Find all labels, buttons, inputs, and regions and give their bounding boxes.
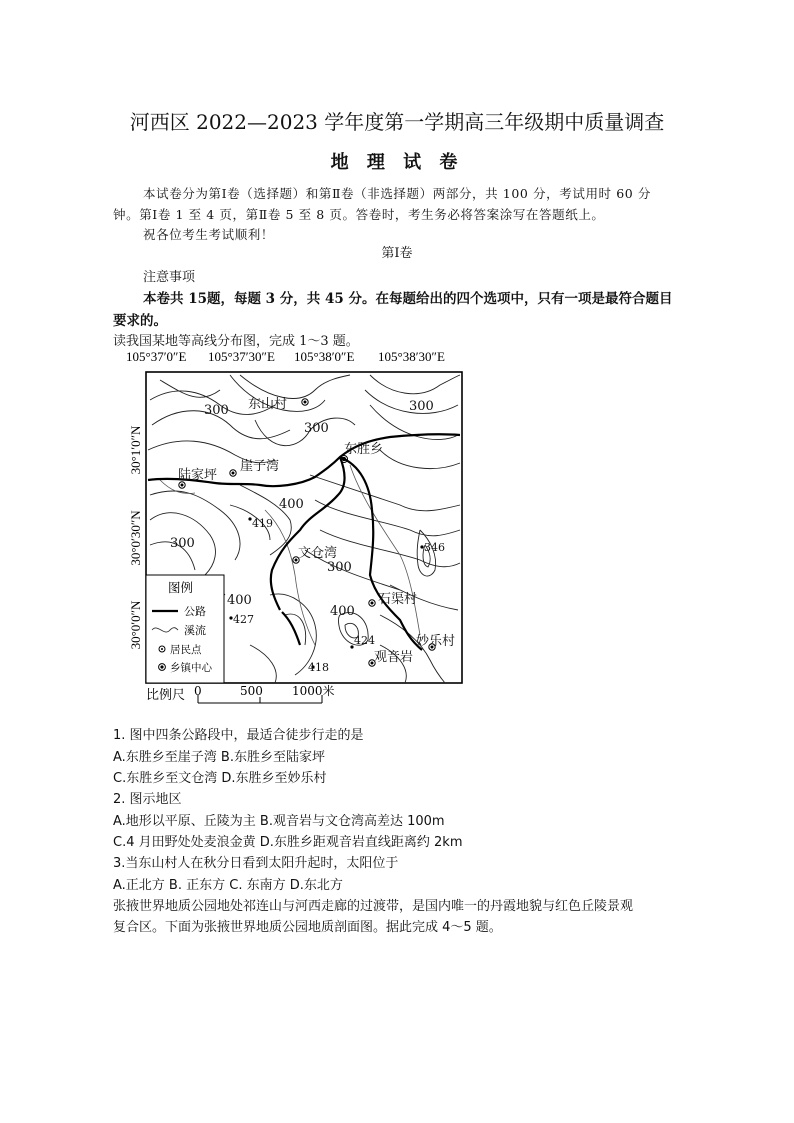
section-title: 第Ⅰ卷 (381, 246, 413, 261)
intro-line-3: 祝各位考生考试顺利！ (143, 227, 275, 242)
contour-300-d: 300 (170, 536, 195, 551)
label-dongsheng: 东胜乡 (344, 442, 384, 457)
scale-500: 500 (240, 684, 263, 698)
legend-settlement: 居民点 (170, 644, 202, 656)
question-1-options-ab: A.东胜乡至崖子湾 B.东胜乡至陆家坪 (113, 750, 325, 765)
label-guanyin: 观音岩 (374, 650, 414, 665)
intro-line-2: 钟。第Ⅰ卷 1 至 4 页，第Ⅱ卷 5 至 8 页。答卷时，考生务必将答案涂写在答题纸上。 (113, 207, 605, 222)
legend-road: 公路 (184, 605, 206, 618)
question-2-options-ab: A.地形以平原、丘陵为主 B.观音岩与文仓湾高差达 100m (113, 814, 445, 829)
lon-tick-4: 105°38′30″E (378, 349, 445, 364)
peak-346: 346 (424, 541, 445, 554)
label-shiqu: 石渠村 (378, 592, 418, 607)
rule-line-1: 本卷共 15题，每题 3 分，共 45 分。在每题给出的四个选项中，只有一项是最符合题目 (143, 291, 673, 307)
scale-label: 比例尺 (146, 688, 186, 703)
exam-title: 河西区 2022—2023 学年度第一学期高三年级期中质量调查 (129, 110, 665, 134)
contour-300-e: 300 (327, 560, 352, 575)
question-1-options-cd: C.东胜乡至文仓湾 D.东胜乡至妙乐村 (113, 771, 327, 786)
lat-tick-1: 30°1′0″N (128, 425, 143, 475)
contour-300-c: 300 (409, 399, 434, 414)
lon-tick-2: 105°37′30″E (208, 349, 275, 364)
lon-tick-1: 105°37′0″E (126, 349, 187, 364)
contour-300-a: 300 (204, 403, 229, 418)
peak-424: 424 (354, 634, 375, 647)
contour-map (100, 345, 480, 710)
label-dongshan: 东山村 (248, 397, 288, 412)
contour-400-c: 400 (330, 604, 355, 619)
legend-town: 乡镇中心 (170, 662, 212, 674)
scale-1000: 1000米 (292, 684, 335, 698)
question-3-options: A.正北方 B. 正东方 C. 东南方 D.东北方 (113, 878, 343, 893)
question-3: 3.当东山村人在秋分日看到太阳升起时，太阳位于 (113, 856, 399, 871)
contour-400-b: 400 (227, 593, 252, 608)
label-yazi: 崖子湾 (240, 459, 280, 474)
contour-400-a: 400 (279, 497, 304, 512)
passage-4-line-1: 张掖世界地质公园地处祁连山与河西走廊的过渡带，是国内唯一的丹霞地貌与红色丘陵景观 (113, 899, 634, 914)
scale-0: 0 (194, 684, 202, 698)
lat-tick-3: 30°0′0″N (128, 600, 143, 650)
question-1: 1. 图中四条公路段中，最适合徒步行走的是 (113, 728, 364, 743)
notice-heading: 注意事项 (143, 270, 196, 285)
label-wencang: 文仓湾 (298, 546, 338, 561)
read-instruction: 读我国某地等高线分布图，完成 1～3 题。 (113, 334, 359, 349)
rule-line-2: 要求的。 (113, 313, 167, 329)
scale-bar (146, 683, 335, 703)
map-legend (146, 575, 224, 683)
intro-line-1: 本试卷分为第Ⅰ卷（选择题）和第Ⅱ卷（非选择题）两部分，共 100 分，考试用时 60 分 (143, 186, 651, 201)
label-miaole: 妙乐村 (416, 634, 456, 649)
label-lujia: 陆家坪 (178, 468, 218, 483)
legend-title: 图例 (168, 580, 194, 595)
peak-427: 427 (233, 613, 254, 626)
lon-tick-3: 105°38′0″E (294, 349, 355, 364)
peak-419: 419 (252, 517, 273, 530)
peak-418: 418 (308, 661, 329, 674)
contour-300-b: 300 (304, 421, 329, 436)
lat-tick-2: 30°0′30″N (128, 510, 143, 566)
question-2-options-cd: C.4 月田野处处麦浪金黄 D.东胜乡距观音岩直线距离约 2km (113, 835, 463, 850)
question-2: 2. 图示地区 (113, 792, 182, 807)
legend-stream: 溪流 (184, 624, 206, 637)
exam-subject: 地 理 试 卷 (330, 152, 464, 173)
passage-4-line-2: 复合区。下面为张掖世界地质公园地质剖面图。据此完成 4～5 题。 (113, 920, 502, 935)
